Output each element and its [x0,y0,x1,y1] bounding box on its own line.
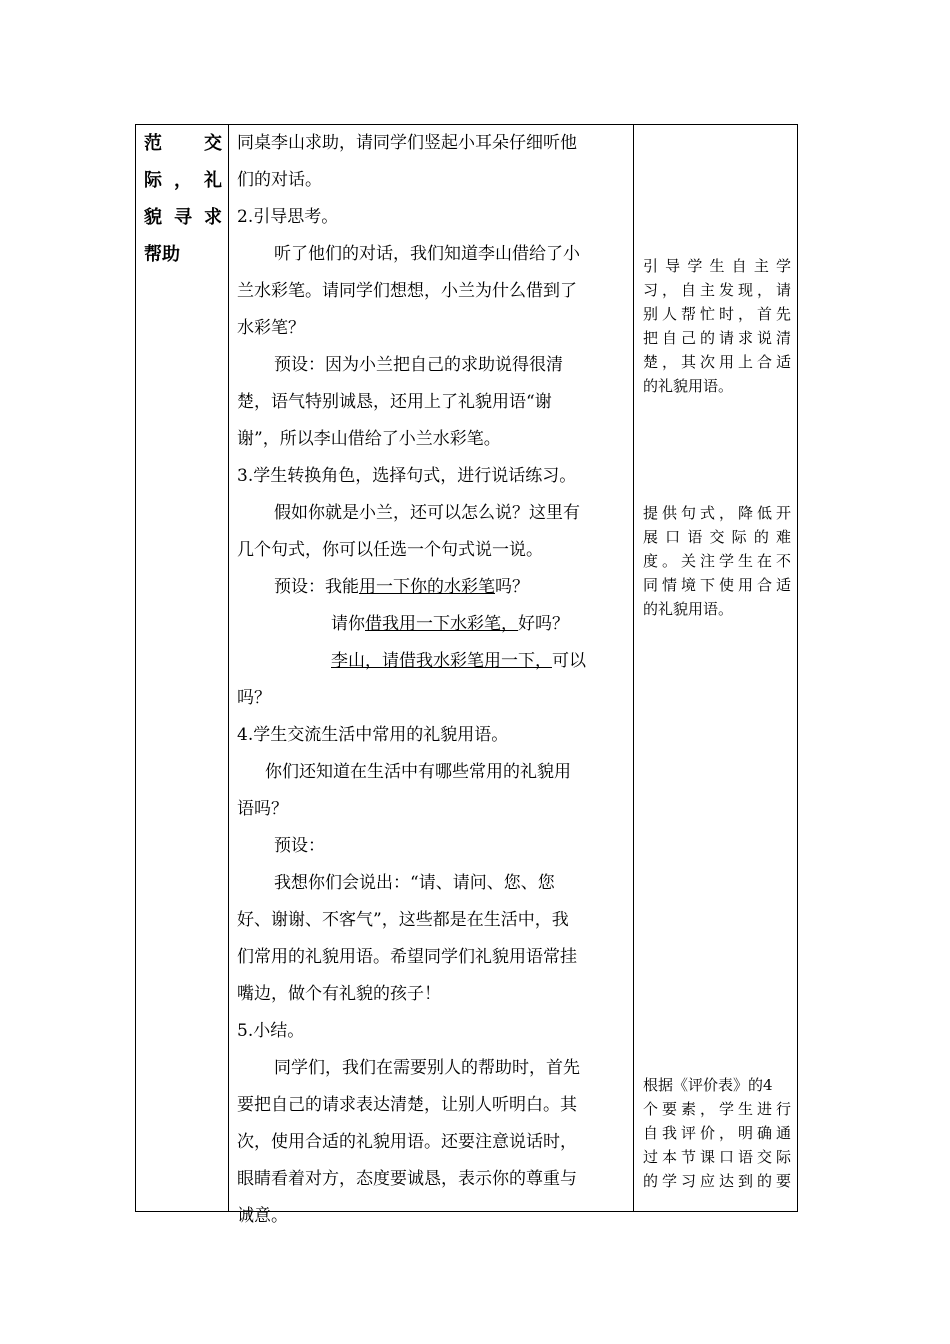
note-line: 习，自主发现，请 [643,281,791,299]
note-line: 的礼貌用语。 [643,600,734,618]
note-line: 同情境下使用合适 [643,576,791,594]
text-line: 几个句式，你可以任选一个句式说一说。 [237,540,543,560]
step-heading: 4.学生交流生活中常用的礼貌用语。 [237,725,509,745]
text-line: 次，使用合适的礼貌用语。还要注意说话时， [237,1132,577,1152]
text-line: 们的对话。 [237,170,322,190]
section-title-line: 貌寻求 [144,207,222,228]
note-line: 提供句式，降低开 [643,504,791,522]
text-line: 谢”，所以李山借给了小兰水彩笔。 [237,429,501,449]
note-line: 别人帮忙时，首先 [643,305,791,323]
text-line: 预设：因为小兰把自己的求助说得很清 [274,355,563,375]
step-heading: 2.引导思考。 [237,207,339,227]
text-line: 好、谢谢、不客气”，这些都是在生活中，我 [237,910,569,930]
text-line: 吗？ [237,688,271,708]
section-title [144,125,222,273]
design-note [643,1073,791,1193]
text-line: 诚意。 [237,1206,288,1226]
text-line: 我想你们会说出：“请、请问、您、您 [274,873,555,893]
note-line: 自我评价，明确通 [643,1124,791,1142]
design-note [643,254,791,398]
section-title-line: 范 交 [144,133,222,154]
teaching-content [237,125,625,1235]
text-line: 假如你就是小兰，还可以怎么说？这里有 [274,503,580,523]
note-line: 展口语交际的难 [643,528,791,546]
text-line: 预设： [274,836,325,856]
lesson-table [135,124,798,1226]
example-sentence: 预设：我能用一下你的水彩笔吗？ [274,577,529,597]
note-line: 楚，其次用上合适 [643,353,791,371]
note-line: 根据《评价表》的4 [643,1076,773,1094]
section-title-line: 帮助 [144,244,180,265]
text-line: 要把自己的请求表达清楚，让别人听明白。其 [237,1095,577,1115]
section-title-line: 际，礼 [144,170,222,191]
design-note [643,501,791,621]
text-line: 眼睛看着对方，态度要诚恳，表示你的尊重与 [237,1169,577,1189]
text-line: 水彩笔？ [237,318,305,338]
note-line: 的学习应达到的要 [643,1172,791,1190]
text-line: 同学们，我们在需要别人的帮助时，首先 [274,1058,580,1078]
example-sentence: 请你借我用一下水彩笔，好吗？ [331,614,569,634]
note-line: 过本节课口语交际 [643,1148,791,1166]
text-line: 兰水彩笔。请同学们想想，小兰为什么借到了 [237,281,577,301]
example-sentence: 李山，请借我水彩笔用一下，可以 [331,651,586,671]
note-line: 把自己的请求说清 [643,329,791,347]
note-line: 的礼貌用语。 [643,377,734,395]
text-line: 听了他们的对话，我们知道李山借给了小 [274,244,580,264]
text-line: 楚，语气特别诚恳，还用上了礼貌用语“谢 [237,392,552,412]
column-divider-1 [228,125,229,1211]
text-line: 们常用的礼貌用语。希望同学们礼貌用语常挂 [237,947,577,967]
step-heading: 5.小结。 [237,1021,305,1041]
text-line: 嘴边，做个有礼貌的孩子！ [237,984,441,1004]
note-line: 个要素，学生进行 [643,1100,791,1118]
note-line: 引导学生自主学 [643,257,791,275]
text-line: 语吗？ [237,799,288,819]
column-divider-2 [633,125,634,1211]
step-heading: 3.学生转换角色，选择句式，进行说话练习。 [237,466,577,486]
text-line: 你们还知道在生活中有哪些常用的礼貌用 [265,762,571,782]
note-line: 度。关注学生在不 [643,552,791,570]
text-line: 同桌李山求助，请同学们竖起小耳朵仔细听他 [237,133,577,153]
